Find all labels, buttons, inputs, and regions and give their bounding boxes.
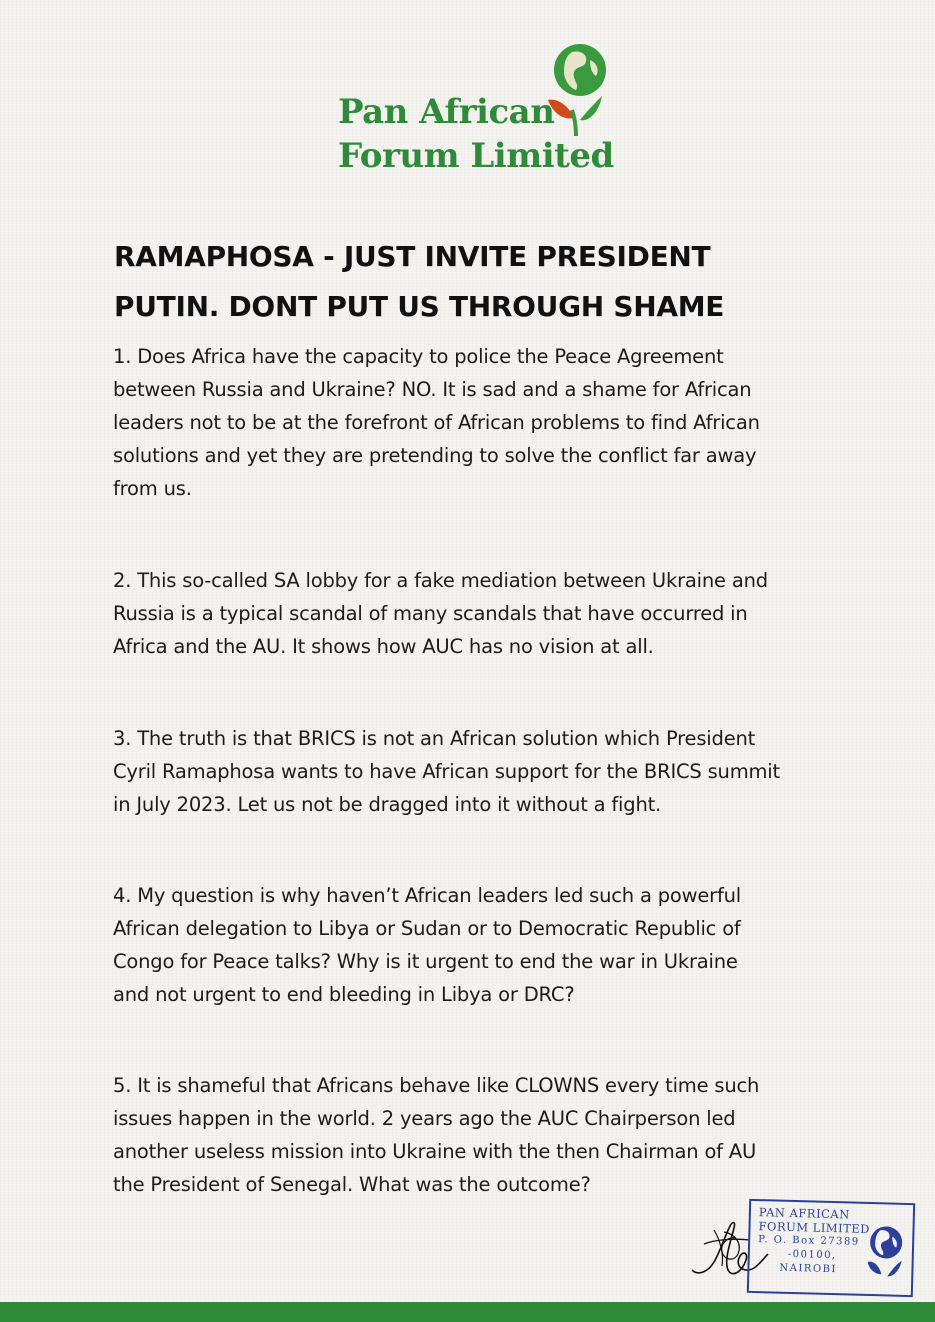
title-line: RAMAPHOSA - JUST INVITE PRESIDENT	[114, 240, 711, 273]
stamp-line: P. O. Box 27389	[758, 1234, 860, 1248]
paragraph-line: 1. Does Africa have the capacity to police the Peace Agreement	[113, 345, 724, 368]
paragraph-5	[113, 1069, 828, 1201]
paragraph-line: 2. This so-called SA lobby for a fake mediation between Ukraine and	[113, 569, 768, 592]
paragraph-line: another useless mission into Ukraine with the then Chairman of AU	[113, 1140, 757, 1163]
paragraph-line: Africa and the AU. It shows how AUC has no vision at all.	[113, 635, 654, 658]
stamp-line: NAIROBI	[779, 1262, 838, 1276]
logo-text-line2: Forum Limited	[338, 136, 614, 176]
paragraph-line: between Russia and Ukraine? NO. It is sad and a shame for African	[113, 378, 752, 401]
stamp-globe-icon	[861, 1222, 909, 1283]
paragraph-line: solutions and yet they are pretending to solve the conflict far away	[113, 444, 757, 467]
paragraph-line: from us.	[113, 477, 192, 500]
paragraph-4	[113, 879, 828, 1011]
paragraph-line: Congo for Peace talks? Why is it urgent to end the war in Ukraine	[113, 950, 738, 973]
stamp-text	[757, 1205, 870, 1278]
paragraph-line: leaders not to be at the forefront of African problems to find African	[113, 411, 760, 434]
paragraph-line: issues happen in the world. 2 years ago the AUC Chairperson led	[113, 1107, 736, 1130]
title-line: PUTIN. DONT PUT US THROUGH SHAME	[114, 290, 725, 323]
paragraph-1	[113, 340, 828, 505]
company-stamp	[747, 1199, 915, 1297]
pan-african-forum-logo	[338, 40, 628, 180]
logo-text-line1: Pan African	[338, 92, 555, 132]
paragraph-line: Russia is a typical scandal of many scandals that have occurred in	[113, 602, 748, 625]
footer-band	[0, 1302, 935, 1322]
paragraph-line: 3. The truth is that BRICS is not an African solution which President	[113, 727, 756, 750]
paragraph-line: in July 2023. Let us not be dragged into it without a fight.	[113, 793, 662, 816]
paragraph-2	[113, 564, 828, 663]
stamp-line: PAN AFRICAN	[758, 1205, 850, 1222]
paragraph-line: 5. It is shameful that Africans behave like CLOWNS every time such	[113, 1074, 760, 1097]
stamp-line: FORUM LIMITED	[758, 1219, 871, 1237]
paragraph-3	[113, 722, 828, 821]
paragraph-line: African delegation to Libya or Sudan or to Democratic Republic of	[113, 917, 741, 940]
paragraph-line: and not urgent to end bleeding in Libya or DRC?	[113, 983, 575, 1006]
paragraph-line: 4. My question is why haven’t African leaders led such a powerful	[113, 884, 742, 907]
paragraph-line: the President of Senegal. What was the outcome?	[113, 1173, 591, 1196]
paragraph-line: Cyril Ramaphosa wants to have African support for the BRICS summit	[113, 760, 780, 783]
stamp-line: -00100,	[787, 1248, 837, 1262]
document-title	[114, 232, 814, 332]
